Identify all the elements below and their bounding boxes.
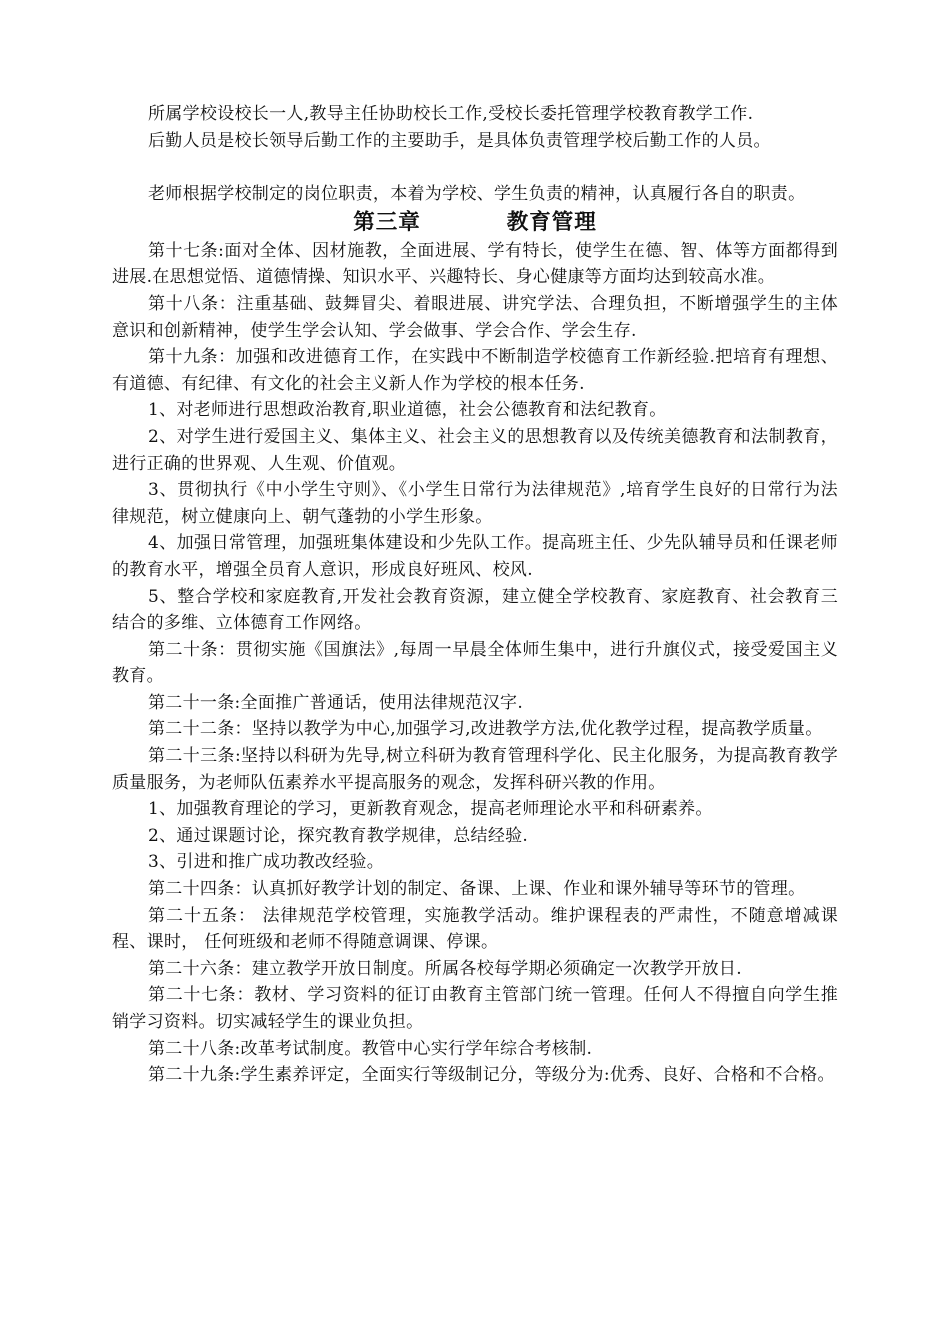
chapter-heading	[112, 208, 838, 238]
article-19-item-4: 4、加强日常管理，加强班集体建设和少先队工作。提高班主任、少先队辅导员和任课老师的教育水平，增强全员育人意识，形成良好班风、校风.	[112, 533, 838, 580]
article-25: 第二十五条： 法律规范学校管理，实施教学活动。维护课程表的严肃性，不随意增减课程、课时， 任何班级和老师不得随意调课、停课。	[112, 905, 838, 953]
paragraph-logistics: 后勤人员是校长领导后勤工作的主要助手，是具体负责管理学校后勤工作的人员。	[148, 130, 771, 151]
article-19-item-1: 1、对老师进行思想政治教育,职业道德，社会公德教育和法纪教育。	[148, 400, 667, 421]
article-17: 第十七条:面对全体、因材施教，全面进展、学有特长，使学生在德、智、体等方面都得到进展.在思想觉悟、道德情操、知识水平、兴趣特长、身心健康等方面均达到较高水准。	[112, 240, 838, 288]
paragraph-gap	[112, 154, 838, 181]
article-19: 第十九条：加强和改进德育工作，在实践中不断制造学校德育工作新经验.把培育有理想、有道德、有纪律、有文化的社会主义新人作为学校的根本任务.	[112, 347, 838, 394]
article-29: 第二十九条:学生素养评定，全面实行等级制记分，等级分为:优秀、良好、合格和不合格。	[148, 1065, 835, 1086]
article-18: 第十八条：注重基础、鼓舞冒尖、着眼进展、讲究学法、合理负担，不断增强学生的主体意识和创新精神，使学生学会认知、学会做事、学会合作、学会生存.	[112, 293, 838, 341]
article-26: 第二十六条：建立教学开放日制度。所属各校每学期必须确定一次教学开放日.	[148, 958, 742, 979]
article-23-item-1: 1、加强教育理论的学习，更新教育观念，提高老师理论水平和科研素养。	[148, 799, 713, 820]
article-27: 第二十七条：教材、学习资料的征订由教育主管部门统一管理。任何人不得擅自向学生推销学习资料。切实减轻学生的课业负担。	[112, 985, 838, 1032]
article-19-item-3: 3、贯彻执行《中小学生守则》、《小学生日常行为法律规范》,培育学生良好的日常行为法律规范，树立健康向上、朝气蓬勃的小学生形象。	[112, 480, 838, 527]
paragraph-teachers: 老师根据学校制定的岗位职责，本着为学校、学生负责的精神，认真履行各自的职责。	[148, 184, 806, 205]
article-28: 第二十八条:改革考试制度。教管中心实行学年综合考核制.	[148, 1038, 593, 1059]
article-23: 第二十三条:坚持以科研为先导,树立科研为教育管理科学化、民主化服务，为提高教育教学质量服务，为老师队伍素养水平提高服务的观念，发挥科研兴教的作用。	[112, 746, 838, 793]
article-22: 第二十二条：坚持以教学为中心,加强学习,改进教学方法,优化教学过程，提高教学质量。	[148, 719, 823, 740]
article-23-item-3: 3、引进和推广成功教改经验。	[148, 852, 385, 873]
article-list	[112, 238, 838, 1089]
article-21: 第二十一条:全面推广普通话，使用法律规范汉字.	[148, 692, 524, 713]
paragraph-principal: 所属学校设校长一人,教导主任协助校长工作,受校长委托管理学校教育教学工作.	[148, 104, 754, 124]
article-23-item-2: 2、通过课题讨论，探究教育教学规律，总结经验.	[148, 825, 529, 846]
article-19-item-2: 2、对学生进行爱国主义、集体主义、社会主义的思想教育以及传统美德教育和法制教育，进行正确的世界观、人生观、价值观。	[112, 426, 838, 474]
chapter-number: 第三章	[353, 209, 421, 235]
article-24: 第二十四条：认真抓好教学计划的制定、备课、上课、作业和课外辅导等环节的管理。	[148, 879, 806, 900]
chapter-title: 教育管理	[506, 209, 597, 235]
article-20: 第二十条：贯彻实施《国旗法》,每周一早晨全体师生集中，进行升旗仪式，接受爱国主义教育。	[112, 639, 838, 687]
article-19-item-5: 5、整合学校和家庭教育,开发社会教育资源，建立健全学校教育、家庭教育、社会教育三结合的多维、立体德育工作网络。	[112, 586, 838, 634]
